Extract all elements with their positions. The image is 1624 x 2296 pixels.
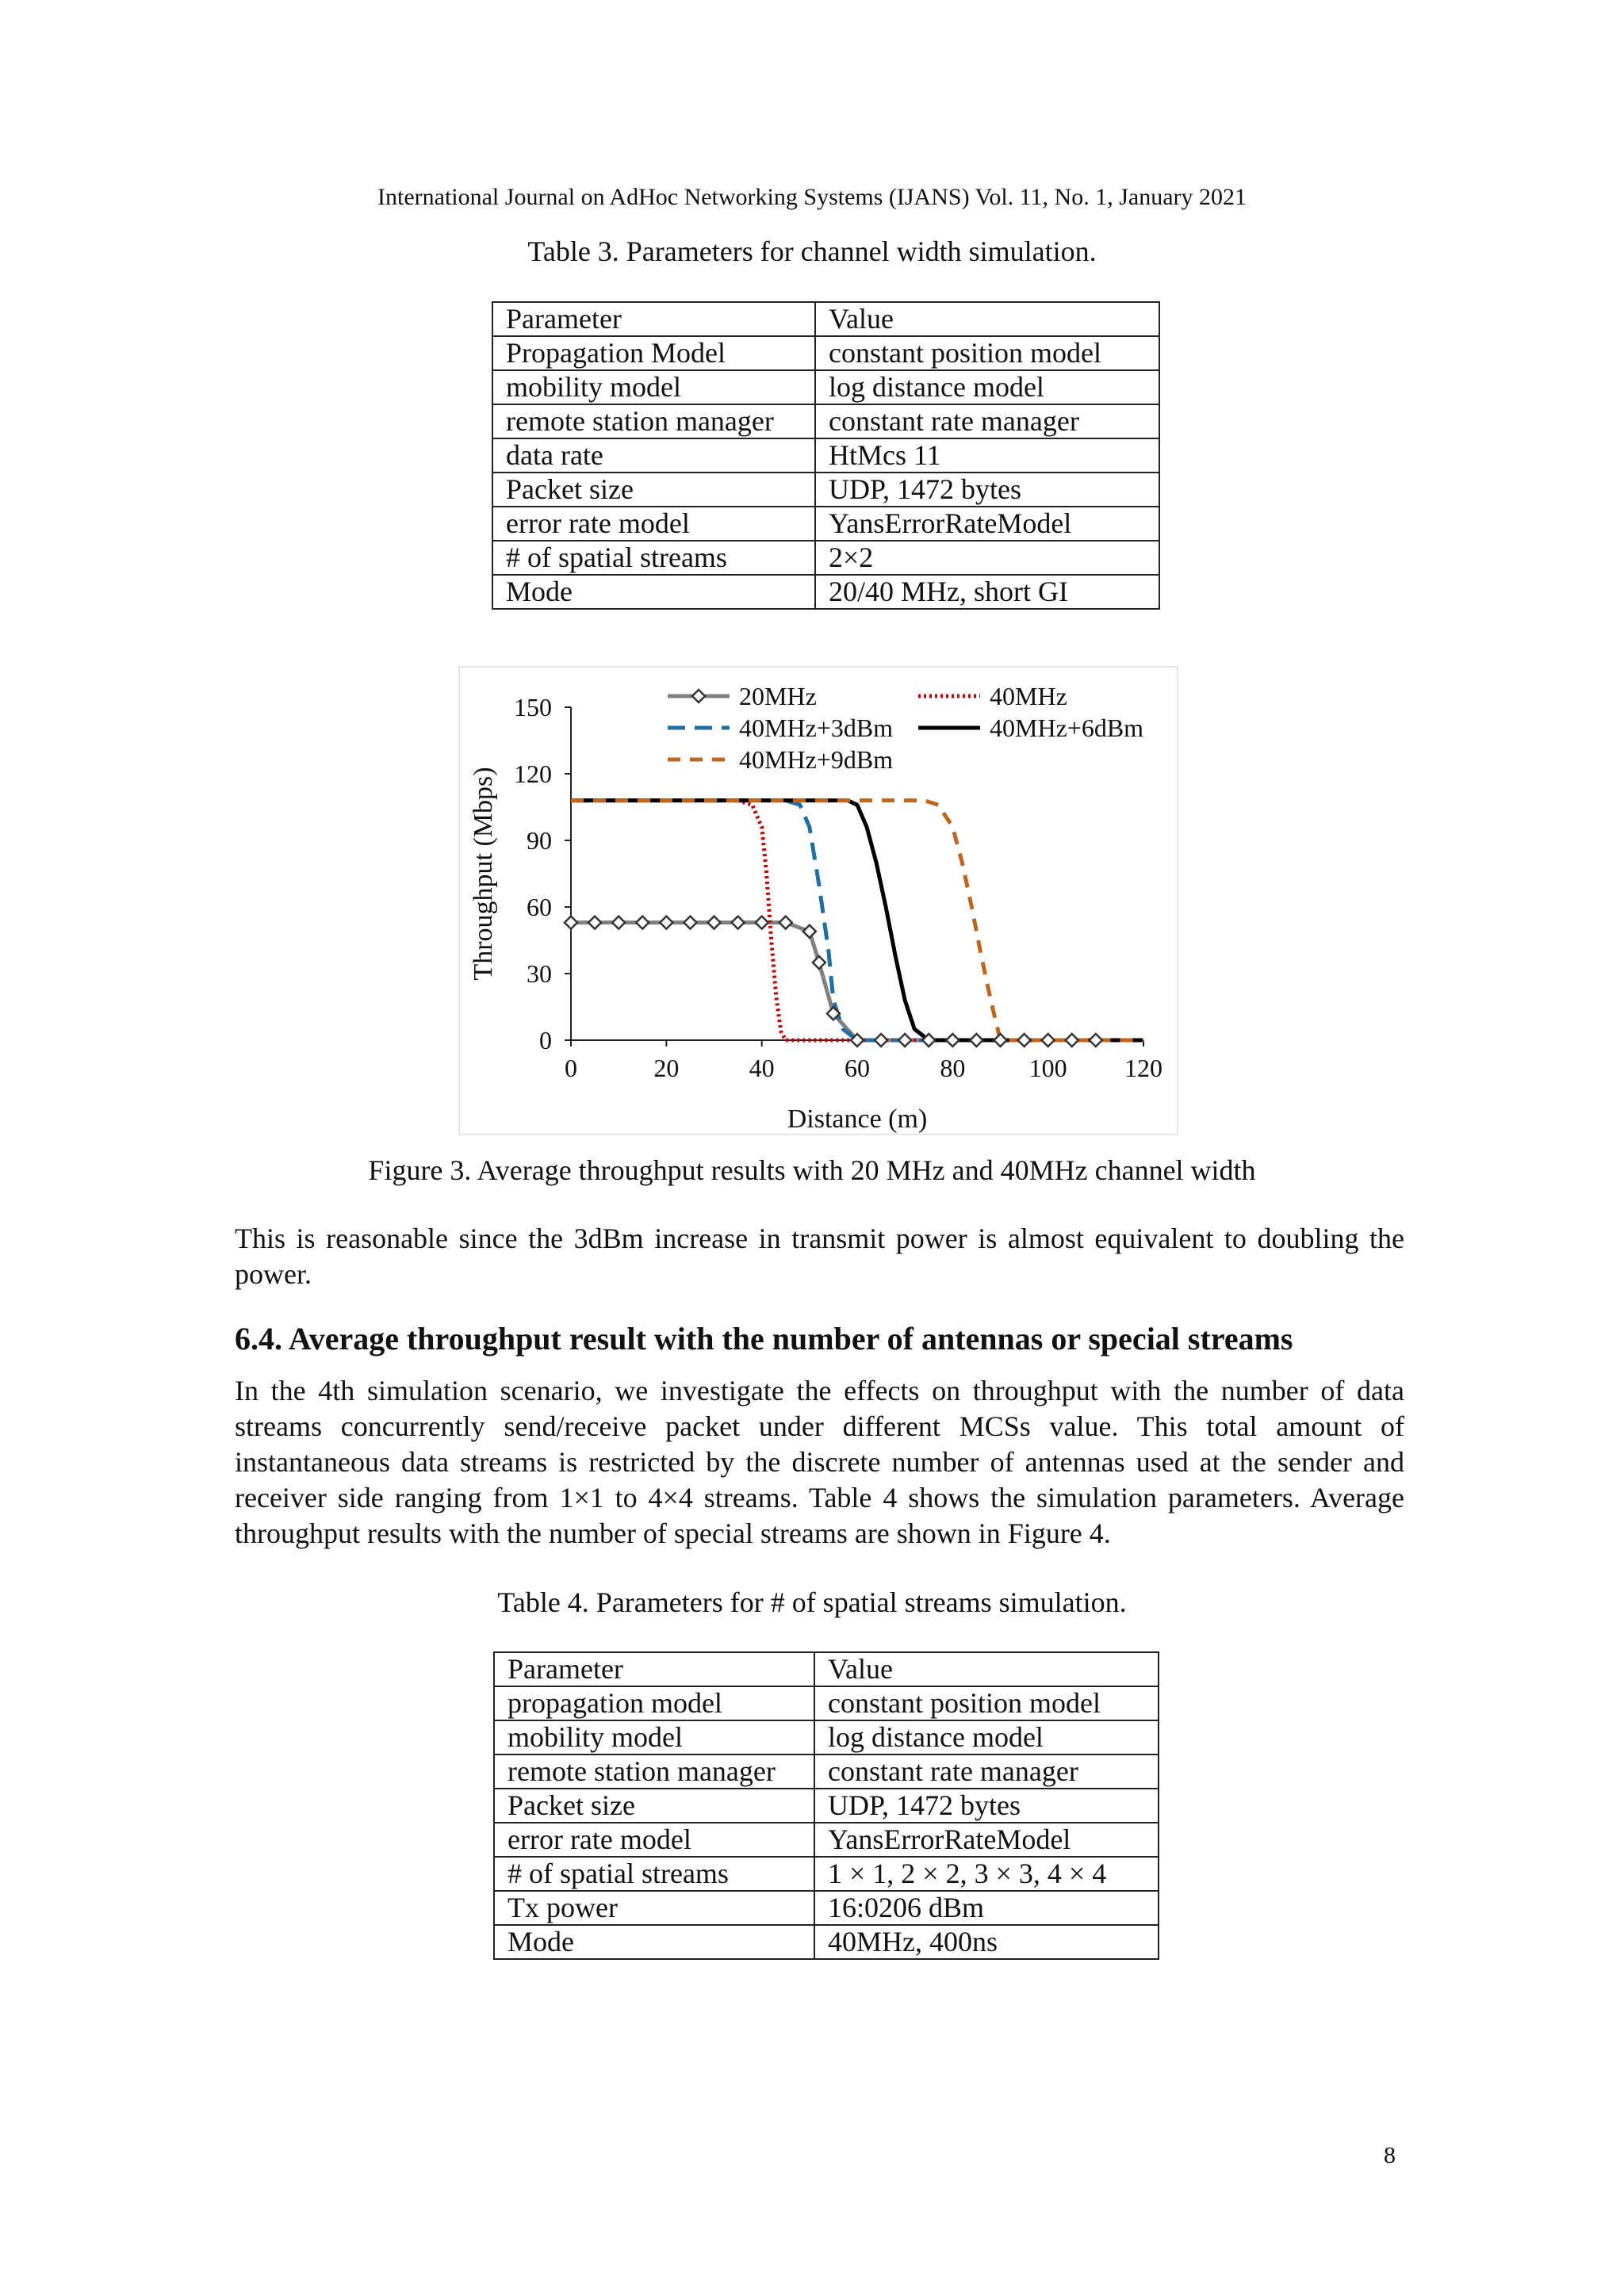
table4-row (494, 1823, 1159, 1857)
table3-cell: Parameter (492, 302, 815, 336)
series-point-0 (946, 1034, 959, 1047)
series-point-0 (660, 916, 672, 929)
table3-cell: HtMcs 11 (815, 438, 1159, 473)
legend-label: 40MHz+3dBm (739, 714, 894, 742)
table4-cell: Packet size (494, 1789, 814, 1823)
table4-cell: YansErrorRateModel (814, 1823, 1159, 1857)
y-tick-label: 30 (527, 959, 552, 988)
table4-row (494, 1755, 1159, 1789)
legend-label: 20MHz (739, 682, 817, 710)
table4-cell: remote station manager (494, 1755, 814, 1789)
table4-cell: 40MHz, 400ns (814, 1925, 1159, 1959)
table3-row (492, 302, 1159, 336)
series-point-0 (779, 916, 792, 929)
series-line-1 (571, 801, 1143, 1040)
table4-cell: Value (814, 1652, 1159, 1686)
x-tick-label: 80 (940, 1054, 966, 1082)
table3-body (492, 302, 1159, 609)
figure3-chart (458, 666, 1178, 1135)
x-axis-label: Distance (m) (787, 1104, 928, 1134)
table3-cell: constant rate manager (815, 404, 1159, 438)
table4 (493, 1651, 1159, 1960)
y-tick-label: 90 (527, 826, 552, 855)
table3-row (492, 575, 1159, 609)
legend-label: 40MHz (990, 682, 1067, 710)
table4-cell: 16:0206 dBm (814, 1891, 1159, 1925)
series-point-0 (612, 916, 625, 929)
table3-cell: Packet size (492, 473, 815, 507)
table4-row (494, 1652, 1159, 1686)
series-point-0 (1066, 1034, 1078, 1047)
table3-cell: data rate (492, 438, 815, 473)
table4-cell: mobility model (494, 1720, 814, 1755)
table4-cell: 1 × 1, 2 × 2, 3 × 3, 4 × 4 (814, 1857, 1159, 1891)
table3-cell: # of spatial streams (492, 541, 815, 575)
table3-cell: Value (815, 302, 1159, 336)
table3-caption: Table 3. Parameters for channel width simulation. (527, 235, 1097, 267)
table4-cell: Mode (494, 1925, 814, 1959)
table4-cell: Parameter (494, 1652, 814, 1686)
series-point-0 (1090, 1034, 1102, 1047)
table3-cell: UDP, 1472 bytes (815, 473, 1159, 507)
table3-row (492, 370, 1159, 404)
table3-row (492, 473, 1159, 507)
series-line-3 (571, 801, 1143, 1040)
x-tick-label: 20 (653, 1054, 680, 1082)
table4-row (494, 1686, 1159, 1720)
series-point-0 (803, 925, 816, 938)
section-heading: 6.4. Average throughput result with the number of antennas or special streams (235, 1321, 1293, 1357)
series-line-2 (571, 801, 1143, 1040)
series-point-0 (732, 916, 745, 929)
x-tick-label: 60 (845, 1054, 870, 1082)
table4-row (494, 1857, 1159, 1891)
table3-row (492, 438, 1159, 473)
table3-cell: 2×2 (815, 541, 1159, 575)
series-line-4 (571, 801, 1143, 1040)
y-tick-label: 120 (514, 760, 552, 788)
legend-label: 40MHz+6dBm (990, 714, 1144, 742)
page-number: 8 (1384, 2142, 1396, 2168)
throughput-chart (460, 668, 1177, 1134)
running-header: International Journal on AdHoc Networking Systems (IJANS) Vol. 11, No. 1, January 2021 (377, 184, 1247, 210)
table4-caption: Table 4. Parameters for # of spatial streams simulation. (497, 1586, 1127, 1618)
table3-cell: Propagation Model (492, 336, 815, 370)
table3-row (492, 541, 1159, 575)
table4-cell: log distance model (814, 1720, 1159, 1755)
table3-cell: 20/40 MHz, short GI (815, 575, 1159, 609)
y-axis-label: Throughput (Mbps) (469, 767, 498, 981)
table4-cell: Tx power (494, 1891, 814, 1925)
paragraph-1: This is reasonable since the 3dBm increase in transmit power is almost equivalent to doubling the power. (235, 1223, 1404, 1290)
x-tick-label: 0 (565, 1054, 577, 1082)
table3 (492, 301, 1160, 610)
table3-cell: remote station manager (492, 404, 815, 438)
table4-row (494, 1789, 1159, 1823)
legend-marker (692, 690, 705, 702)
series-point-0 (970, 1034, 982, 1047)
figure3-caption: Figure 3. Average throughput results with 20 MHz and 40MHz channel width (368, 1154, 1256, 1186)
series-point-0 (994, 1034, 1007, 1047)
series-point-0 (875, 1034, 887, 1047)
table3-row (492, 404, 1159, 438)
series-point-0 (708, 916, 721, 929)
x-tick-label: 100 (1028, 1054, 1067, 1082)
y-tick-label: 60 (527, 893, 552, 921)
series-point-0 (588, 916, 601, 929)
y-tick-label: 0 (539, 1026, 552, 1054)
table4-body (494, 1652, 1159, 1959)
table3-cell: error rate model (492, 507, 815, 541)
table3-row (492, 336, 1159, 370)
table3-cell: YansErrorRateModel (815, 507, 1159, 541)
series-point-0 (1018, 1034, 1031, 1047)
series-point-0 (636, 916, 649, 929)
series-point-0 (898, 1034, 911, 1047)
table3-cell: constant position model (815, 336, 1159, 370)
legend-label: 40MHz+9dBm (739, 745, 894, 774)
table4-cell: constant position model (814, 1686, 1159, 1720)
y-tick-label: 150 (514, 693, 552, 721)
table4-cell: propagation model (494, 1686, 814, 1720)
table4-cell: constant rate manager (814, 1755, 1159, 1789)
table3-cell: log distance model (815, 370, 1159, 404)
paragraph-2: In the 4th simulation scenario, we investigate the effects on throughput with the number of data streams concurrently send/receive packet under different MCSs value. This total amount of instantaneous data streams is restricted by the discrete number of antennas used at the sender and receiver side ranging from 1×1 to 4×4 streams. Table 4 shows the simulation parameters. Average throughput results with the number of special streams are shown in Figure 4. (235, 1375, 1404, 1549)
table3-cell: mobility model (492, 370, 815, 404)
x-tick-label: 120 (1124, 1054, 1162, 1082)
series-point-0 (1042, 1034, 1055, 1047)
table3-row (492, 507, 1159, 541)
series-point-0 (684, 916, 696, 929)
series-point-0 (756, 916, 768, 929)
table4-cell: # of spatial streams (494, 1857, 814, 1891)
table4-row (494, 1925, 1159, 1959)
series-point-0 (813, 956, 825, 969)
table4-row (494, 1891, 1159, 1925)
series-point-0 (565, 916, 577, 929)
table4-cell: UDP, 1472 bytes (814, 1789, 1159, 1823)
table4-cell: error rate model (494, 1823, 814, 1857)
table4-row (494, 1720, 1159, 1755)
table3-cell: Mode (492, 575, 815, 609)
x-tick-label: 40 (749, 1054, 775, 1082)
